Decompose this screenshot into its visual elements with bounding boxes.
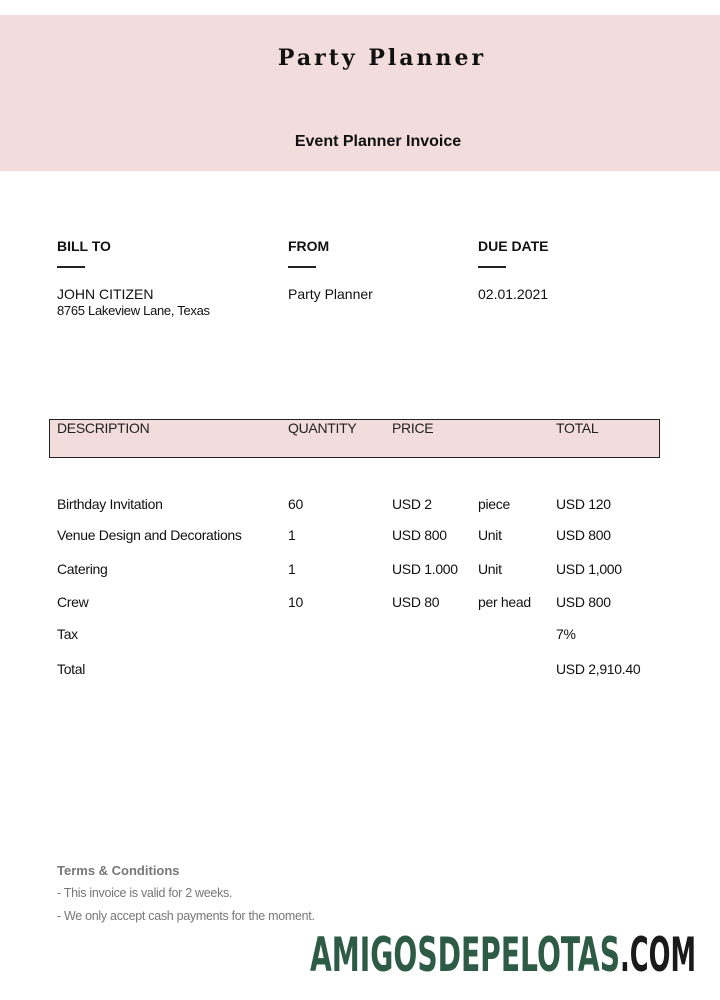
tax-label: Tax xyxy=(57,626,78,642)
row-unit: Unit xyxy=(478,561,502,577)
row-price: USD 2 xyxy=(392,496,432,512)
row-total: USD 800 xyxy=(556,527,611,543)
terms-line: - This invoice is valid for 2 weeks. xyxy=(57,886,233,900)
row-total: USD 120 xyxy=(556,496,611,512)
row-description: Catering xyxy=(57,561,108,577)
from-label: FROM xyxy=(288,238,330,254)
grand-total-value: USD 2,910.40 xyxy=(556,661,641,677)
row-total: USD 800 xyxy=(556,594,611,610)
row-unit: piece xyxy=(478,496,510,512)
header-description: DESCRIPTION xyxy=(57,420,150,436)
grand-total-row xyxy=(0,661,720,681)
grand-total-label: Total xyxy=(57,661,86,677)
header-price: PRICE xyxy=(392,420,434,436)
row-unit: per head xyxy=(478,594,531,610)
from-value: Party Planner xyxy=(288,286,373,302)
terms-title: Terms & Conditions xyxy=(57,863,180,878)
row-price: USD 800 xyxy=(392,527,447,543)
row-unit: Unit xyxy=(478,527,502,543)
row-total: USD 1,000 xyxy=(556,561,622,577)
row-description: Birthday Invitation xyxy=(57,496,163,512)
table-row xyxy=(0,561,720,581)
invoice-title: Event Planner Invoice xyxy=(294,133,462,150)
bill-to-rule xyxy=(57,266,85,268)
due-date-section xyxy=(478,238,549,302)
due-date-label: DUE DATE xyxy=(478,238,549,254)
tax-value: 7% xyxy=(556,626,576,642)
row-price: USD 80 xyxy=(392,594,440,610)
watermark-suffix: .COM xyxy=(620,928,696,980)
table-row xyxy=(0,527,720,547)
due-date-value: 02.01.2021 xyxy=(478,286,549,302)
row-description: Crew xyxy=(57,594,89,610)
from-rule xyxy=(288,266,316,268)
row-price: USD 1.000 xyxy=(392,561,458,577)
bill-to-name: JOHN CITIZEN xyxy=(57,286,154,302)
bill-to-label: BILL TO xyxy=(57,238,111,254)
table-row xyxy=(0,594,720,614)
bill-to-address: 8765 Lakeview Lane, Texas xyxy=(57,303,210,318)
watermark-main: AMIGOSDEPELOTAS xyxy=(310,928,620,980)
row-quantity: 10 xyxy=(288,594,303,610)
row-quantity: 60 xyxy=(288,496,303,512)
terms-line: - We only accept cash payments for the moment. xyxy=(57,909,315,923)
brand-title: Party Planner xyxy=(277,45,487,71)
due-date-rule xyxy=(478,266,506,268)
watermark-logo xyxy=(310,924,696,980)
bill-to-section xyxy=(57,238,210,318)
row-description: Venue Design and Decorations xyxy=(57,527,242,543)
from-section xyxy=(288,238,373,302)
table-row xyxy=(0,496,720,516)
row-quantity: 1 xyxy=(288,527,296,543)
tax-row xyxy=(0,626,720,646)
row-quantity: 1 xyxy=(288,561,296,577)
header-total: TOTAL xyxy=(556,420,599,436)
header-quantity: QUANTITY xyxy=(288,420,357,436)
